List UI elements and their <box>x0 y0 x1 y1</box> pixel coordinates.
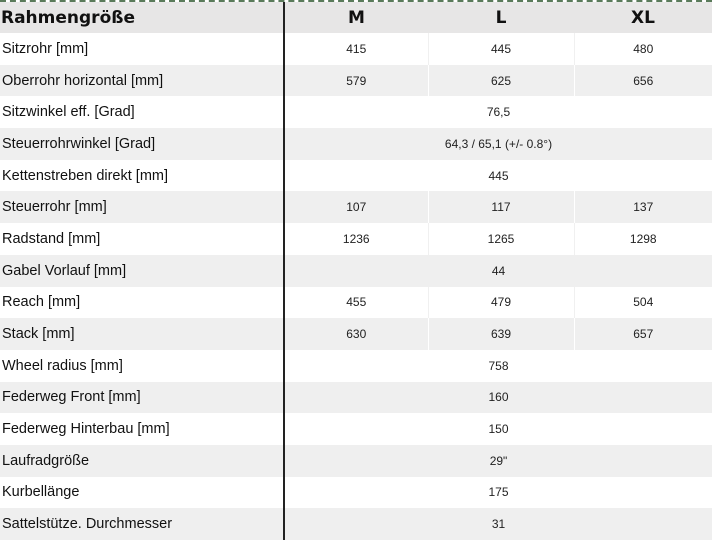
table-row <box>0 445 712 477</box>
table-row <box>0 413 712 445</box>
geometry-table-body <box>0 33 712 540</box>
geometry-table <box>0 2 712 540</box>
row-label: Radstand [mm] <box>0 223 284 255</box>
row-label: Stack [mm] <box>0 318 284 350</box>
value-xl: 1298 <box>629 231 657 246</box>
header-size-xl: XL <box>631 7 655 28</box>
table-row <box>0 160 712 192</box>
row-label: Kettenstreben direkt [mm] <box>0 160 284 192</box>
row-label: Reach [mm] <box>0 287 284 319</box>
value-xl: 504 <box>633 295 654 310</box>
value-l: 445 <box>428 33 574 65</box>
value-all-sizes: 44 <box>491 263 506 278</box>
value-all-sizes: 160 <box>488 390 509 405</box>
table-row <box>0 223 712 255</box>
table-row <box>0 508 712 540</box>
value-l: 479 <box>428 287 574 319</box>
value-all-sizes: 29" <box>489 453 508 468</box>
value-xl: 656 <box>633 73 654 88</box>
table-row <box>0 191 712 223</box>
header-size-m: M <box>348 7 365 28</box>
value-m: 1236 <box>284 223 428 255</box>
value-l: 639 <box>428 318 574 350</box>
row-label: Sitzrohr [mm] <box>0 33 284 65</box>
value-xl: 137 <box>633 200 654 215</box>
table-row <box>0 33 712 65</box>
value-all-sizes: 64,3 / 65,1 (+/- 0.8°) <box>444 136 553 151</box>
value-xl: 480 <box>633 41 654 56</box>
value-all-sizes: 150 <box>488 422 509 437</box>
header-row <box>0 2 712 33</box>
row-label: Sattelstütze. Durchmesser <box>0 508 284 540</box>
row-label: Sitzwinkel eff. [Grad] <box>0 96 284 128</box>
table-row <box>0 318 712 350</box>
value-all-sizes: 76,5 <box>486 105 511 120</box>
value-m: 107 <box>284 191 428 223</box>
table-row <box>0 382 712 414</box>
header-size-l: L <box>495 7 507 28</box>
row-label: Federweg Hinterbau [mm] <box>0 413 284 445</box>
row-label: Laufradgröße <box>0 445 284 477</box>
table-row <box>0 128 712 160</box>
row-label: Steuerrohr [mm] <box>0 191 284 223</box>
value-xl: 657 <box>633 327 654 342</box>
table-row <box>0 350 712 382</box>
value-l: 117 <box>428 191 574 223</box>
value-m: 455 <box>284 287 428 319</box>
value-all-sizes: 758 <box>488 358 509 373</box>
value-l: 1265 <box>428 223 574 255</box>
row-label: Federweg Front [mm] <box>0 382 284 414</box>
value-m: 579 <box>284 65 428 97</box>
table-row <box>0 255 712 287</box>
row-label: Steuerrohrwinkel [Grad] <box>0 128 284 160</box>
row-label: Gabel Vorlauf [mm] <box>0 255 284 287</box>
value-m: 630 <box>284 318 428 350</box>
value-m: 415 <box>284 33 428 65</box>
value-l: 625 <box>428 65 574 97</box>
table-row <box>0 287 712 319</box>
header-frame-size: Rahmengröße <box>0 2 284 33</box>
row-label: Oberrohr horizontal [mm] <box>0 65 284 97</box>
value-all-sizes: 31 <box>491 517 506 532</box>
row-label: Kurbellänge <box>0 477 284 509</box>
value-all-sizes: 175 <box>488 485 509 500</box>
value-all-sizes: 445 <box>488 168 509 183</box>
row-label: Wheel radius [mm] <box>0 350 284 382</box>
table-row <box>0 65 712 97</box>
table-row <box>0 477 712 509</box>
table-row <box>0 96 712 128</box>
